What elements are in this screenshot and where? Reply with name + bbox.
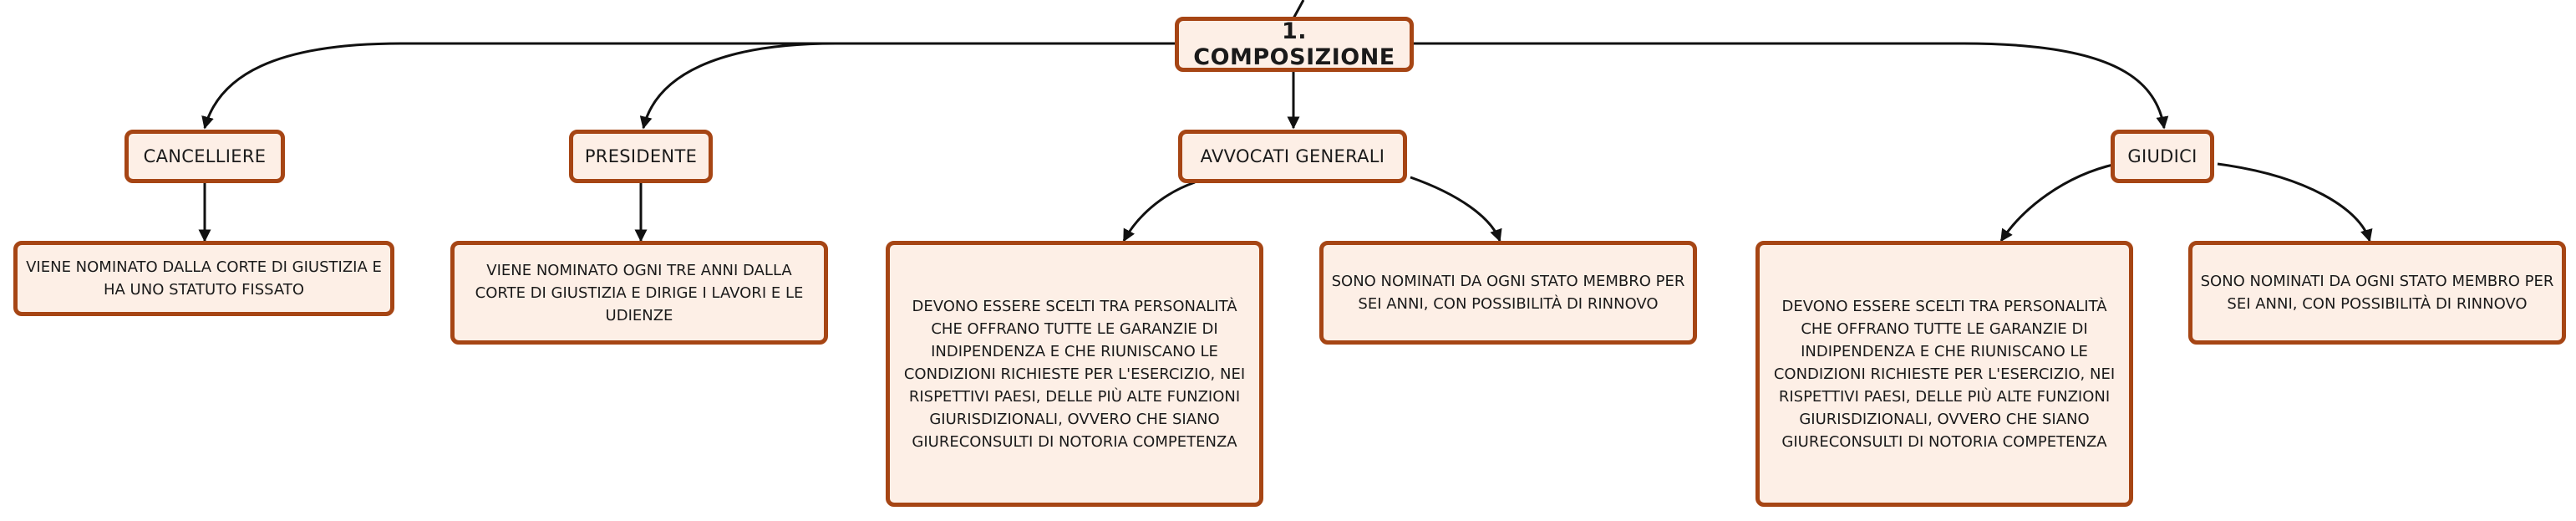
node-cancelliere-desc[interactable] <box>13 241 394 316</box>
root-node-label: 1. COMPOSIZIONE <box>1193 18 1395 70</box>
connector-root-cancelliere <box>205 43 1175 128</box>
node-avvocati-desc-1-text: DEVONO ESSERE SCELTI TRA PERSONALITÀ CHE OFFRANO TUTTE LE GARANZIE DI INDIPENDENZA E CHE RIUNISCANO LE CONDIZIONI RICHIESTE PER L'ESERCIZIO, NEI RISPETTIVI PAESI, DELLE PIÙ ALTE FUNZIONI GIURISDIZIONALI, OVVERO CHE SIANO GIURECONSULTI DI NOTORIA COMPETENZA <box>903 297 1246 451</box>
node-avvocati-desc-1[interactable] <box>886 241 1263 507</box>
connector-giudici-desc-2 <box>2218 164 2370 241</box>
node-avvocati-generali[interactable] <box>1178 130 1407 183</box>
node-giudici-label: GIUDICI <box>2127 146 2197 166</box>
connector-giudici-desc-1 <box>2001 164 2116 241</box>
node-cancelliere-label: CANCELLIERE <box>143 146 267 166</box>
connector-avvocati-desc-1 <box>1124 182 1195 241</box>
root-node[interactable] <box>1175 17 1414 72</box>
node-presidente-desc-text: VIENE NOMINATO OGNI TRE ANNI DALLA CORTE DI GIUSTIZIA E DIRIGE I LAVORI E LE UDIENZE <box>475 261 804 324</box>
connector-root-presidente <box>643 43 1175 128</box>
connector-root-giudici <box>1414 43 2164 128</box>
node-presidente[interactable] <box>569 130 713 183</box>
node-giudici-desc-2-text: SONO NOMINATI DA OGNI STATO MEMBRO PER SEI ANNI, CON POSSIBILITÀ DI RINNOVO <box>2200 273 2554 313</box>
node-giudici[interactable] <box>2111 130 2214 183</box>
incoming-connector <box>1293 0 1303 18</box>
node-cancelliere-desc-text: VIENE NOMINATO DALLA CORTE DI GIUSTIZIA E HA UNO STATUTO FISSATO <box>26 258 382 299</box>
node-giudici-desc-1[interactable] <box>1755 241 2133 507</box>
node-giudici-desc-2[interactable] <box>2188 241 2566 345</box>
node-presidente-label: PRESIDENTE <box>584 146 698 166</box>
node-cancelliere[interactable] <box>124 130 285 183</box>
node-giudici-desc-1-text: DEVONO ESSERE SCELTI TRA PERSONALITÀ CHE OFFRANO TUTTE LE GARANZIE DI INDIPENDENZA E CHE RIUNISCANO LE CONDIZIONI RICHIESTE PER L'ESERCIZIO, NEI RISPETTIVI PAESI, DELLE PIÙ ALTE FUNZIONI GIURISDIZIONALI, OVVERO CHE SIANO GIURECONSULTI DI NOTORIA COMPETENZA <box>1773 297 2116 451</box>
node-avvocati-desc-2[interactable] <box>1319 241 1697 345</box>
node-avvocati-desc-2-text: SONO NOMINATI DA OGNI STATO MEMBRO PER SEI ANNI, CON POSSIBILITÀ DI RINNOVO <box>1331 273 1685 313</box>
node-avvocati-generali-label: AVVOCATI GENERALI <box>1200 146 1385 166</box>
connector-avvocati-desc-2 <box>1410 177 1500 241</box>
node-presidente-desc[interactable] <box>450 241 828 345</box>
